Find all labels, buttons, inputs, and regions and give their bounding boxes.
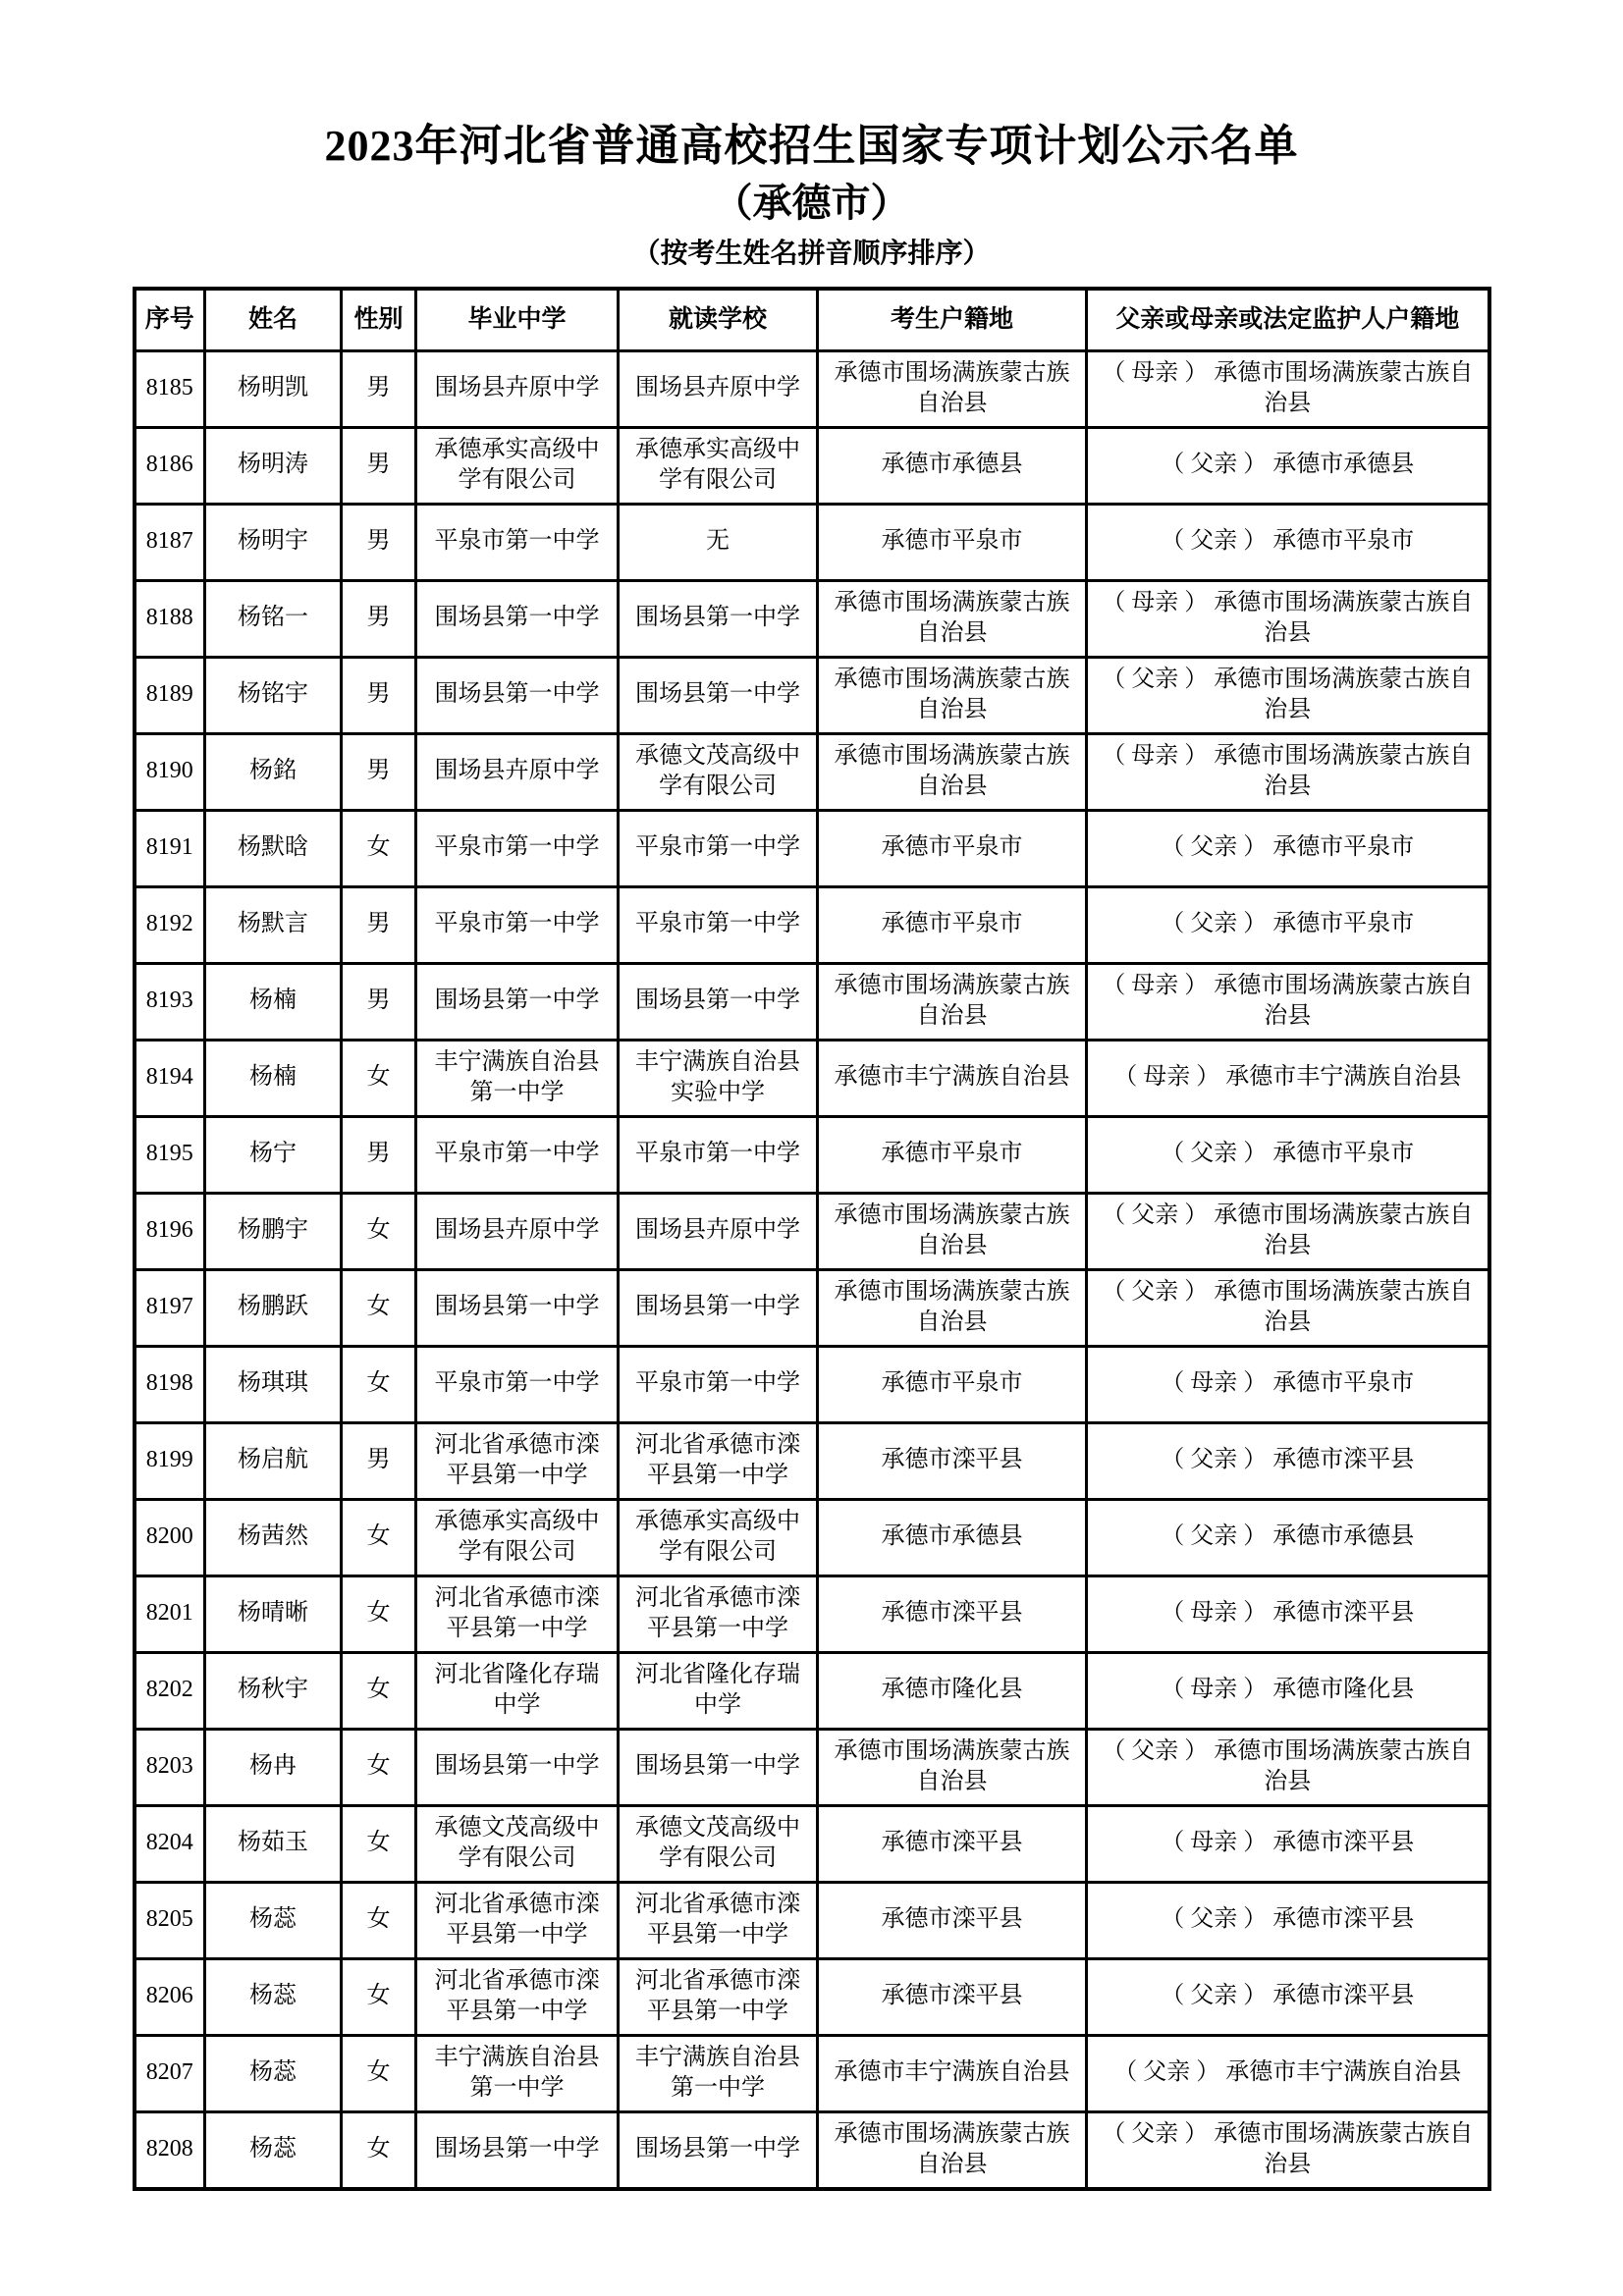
cell-candidate-residence: 承德市滦平县 (818, 1958, 1087, 2035)
cell-gender: 女 (342, 1729, 416, 1805)
table-row (135, 580, 1489, 657)
cell-gender: 女 (342, 810, 416, 886)
cell-gender: 男 (342, 580, 416, 657)
cell-attending-school: 河北省承德市滦平县第一中学 (619, 1422, 818, 1499)
cell-graduation-school: 平泉市第一中学 (416, 1116, 619, 1193)
cell-serial: 8196 (135, 1193, 205, 1269)
cell-name: 杨明涛 (205, 427, 342, 504)
cell-name: 杨默晗 (205, 810, 342, 886)
header-cell-gender: 性别 (342, 289, 416, 351)
table-row (135, 1269, 1489, 1346)
cell-serial: 8193 (135, 963, 205, 1040)
cell-candidate-residence: 承德市滦平县 (818, 1575, 1087, 1652)
cell-name: 杨启航 (205, 1422, 342, 1499)
cell-graduation-school: 围场县第一中学 (416, 2111, 619, 2189)
cell-graduation-school: 平泉市第一中学 (416, 886, 619, 963)
cell-name: 杨蕊 (205, 2035, 342, 2111)
cell-serial: 8189 (135, 657, 205, 733)
cell-candidate-residence: 承德市隆化县 (818, 1652, 1087, 1729)
cell-candidate-residence: 承德市平泉市 (818, 1116, 1087, 1193)
table-row (135, 504, 1489, 580)
cell-candidate-residence: 承德市承德县 (818, 1499, 1087, 1575)
cell-name: 杨蕊 (205, 1882, 342, 1958)
cell-guardian-residence: （ 父亲 ） 承德市平泉市 (1087, 886, 1489, 963)
cell-serial: 8206 (135, 1958, 205, 2035)
cell-name: 杨默言 (205, 886, 342, 963)
cell-graduation-school: 平泉市第一中学 (416, 504, 619, 580)
cell-serial: 8205 (135, 1882, 205, 1958)
cell-attending-school: 河北省承德市滦平县第一中学 (619, 1958, 818, 2035)
cell-gender: 女 (342, 2111, 416, 2189)
cell-guardian-residence: （ 父亲 ） 承德市围场满族蒙古族自治县 (1087, 1193, 1489, 1269)
cell-guardian-residence: （ 父亲 ） 承德市平泉市 (1087, 504, 1489, 580)
cell-name: 杨铭一 (205, 580, 342, 657)
cell-attending-school: 丰宁满族自治县实验中学 (619, 1040, 818, 1116)
cell-gender: 女 (342, 1805, 416, 1882)
table-row (135, 886, 1489, 963)
table-row (135, 1040, 1489, 1116)
cell-gender: 男 (342, 733, 416, 810)
cell-name: 杨茹玉 (205, 1805, 342, 1882)
cell-graduation-school: 承德承实高级中学有限公司 (416, 1499, 619, 1575)
table-row (135, 1958, 1489, 2035)
cell-graduation-school: 承德文茂高级中学有限公司 (416, 1805, 619, 1882)
cell-gender: 女 (342, 1958, 416, 2035)
cell-graduation-school: 河北省承德市滦平县第一中学 (416, 1958, 619, 2035)
cell-attending-school: 围场县第一中学 (619, 2111, 818, 2189)
cell-gender: 女 (342, 1193, 416, 1269)
cell-serial: 8191 (135, 810, 205, 886)
cell-gender: 女 (342, 1882, 416, 1958)
table-row (135, 2035, 1489, 2111)
cell-serial: 8207 (135, 2035, 205, 2111)
cell-candidate-residence: 承德市围场满族蒙古族自治县 (818, 733, 1087, 810)
table-row (135, 1422, 1489, 1499)
cell-graduation-school: 丰宁满族自治县第一中学 (416, 1040, 619, 1116)
cell-guardian-residence: （ 母亲 ） 承德市围场满族蒙古族自治县 (1087, 963, 1489, 1040)
table-row (135, 1729, 1489, 1805)
cell-attending-school: 平泉市第一中学 (619, 1116, 818, 1193)
cell-gender: 女 (342, 2035, 416, 2111)
cell-gender: 男 (342, 504, 416, 580)
header-cell-name: 姓名 (205, 289, 342, 351)
cell-candidate-residence: 承德市围场满族蒙古族自治县 (818, 1269, 1087, 1346)
table-row (135, 657, 1489, 733)
cell-candidate-residence: 承德市平泉市 (818, 504, 1087, 580)
document-title: 2023年河北省普通高校招生国家专项计划公示名单 (324, 122, 1299, 170)
cell-guardian-residence: （ 父亲 ） 承德市围场满族蒙古族自治县 (1087, 1729, 1489, 1805)
cell-graduation-school: 河北省承德市滦平县第一中学 (416, 1422, 619, 1499)
cell-serial: 8188 (135, 580, 205, 657)
cell-attending-school: 围场县第一中学 (619, 657, 818, 733)
cell-candidate-residence: 承德市平泉市 (818, 1346, 1087, 1422)
cell-guardian-residence: （ 母亲 ） 承德市隆化县 (1087, 1652, 1489, 1729)
cell-guardian-residence: （ 父亲 ） 承德市平泉市 (1087, 1116, 1489, 1193)
document-subtitle: （承德市） (713, 181, 910, 226)
cell-graduation-school: 围场县卉原中学 (416, 733, 619, 810)
cell-name: 杨蕊 (205, 2111, 342, 2189)
cell-candidate-residence: 承德市围场满族蒙古族自治县 (818, 1193, 1087, 1269)
cell-graduation-school: 平泉市第一中学 (416, 810, 619, 886)
cell-candidate-residence: 承德市围场满族蒙古族自治县 (818, 580, 1087, 657)
cell-candidate-residence: 承德市围场满族蒙古族自治县 (818, 1729, 1087, 1805)
cell-graduation-school: 河北省隆化存瑞中学 (416, 1652, 619, 1729)
roster-table (133, 287, 1491, 2191)
cell-guardian-residence: （ 父亲 ） 承德市承德县 (1087, 1499, 1489, 1575)
table-row (135, 350, 1489, 427)
cell-candidate-residence: 承德市围场满族蒙古族自治县 (818, 963, 1087, 1040)
cell-graduation-school: 围场县卉原中学 (416, 1193, 619, 1269)
cell-attending-school: 无 (619, 504, 818, 580)
cell-graduation-school: 围场县第一中学 (416, 1729, 619, 1805)
cell-attending-school: 围场县卉原中学 (619, 1193, 818, 1269)
cell-graduation-school: 围场县第一中学 (416, 1269, 619, 1346)
cell-attending-school: 围场县卉原中学 (619, 350, 818, 427)
cell-name: 杨秋宇 (205, 1652, 342, 1729)
cell-gender: 女 (342, 1499, 416, 1575)
cell-attending-school: 围场县第一中学 (619, 1729, 818, 1805)
table-row (135, 2111, 1489, 2189)
header-cell-guardian-residence: 父亲或母亲或法定监护人户籍地 (1087, 289, 1489, 351)
cell-serial: 8190 (135, 733, 205, 810)
cell-name: 杨明凯 (205, 350, 342, 427)
cell-graduation-school: 河北省承德市滦平县第一中学 (416, 1882, 619, 1958)
cell-name: 杨楠 (205, 963, 342, 1040)
table-body (135, 350, 1489, 2189)
cell-attending-school: 承德承实高级中学有限公司 (619, 427, 818, 504)
cell-serial: 8197 (135, 1269, 205, 1346)
cell-name: 杨蕊 (205, 1958, 342, 2035)
cell-guardian-residence: （ 母亲 ） 承德市滦平县 (1087, 1575, 1489, 1652)
cell-serial: 8185 (135, 350, 205, 427)
cell-gender: 男 (342, 657, 416, 733)
cell-graduation-school: 围场县卉原中学 (416, 350, 619, 427)
cell-graduation-school: 承德承实高级中学有限公司 (416, 427, 619, 504)
header-row (135, 289, 1489, 351)
sort-note: （按考生姓名拼音顺序排序） (632, 239, 991, 270)
cell-attending-school: 承德文茂高级中学有限公司 (619, 733, 818, 810)
cell-candidate-residence: 承德市丰宁满族自治县 (818, 2035, 1087, 2111)
cell-gender: 女 (342, 1269, 416, 1346)
cell-serial: 8200 (135, 1499, 205, 1575)
table-row (135, 1652, 1489, 1729)
cell-graduation-school: 平泉市第一中学 (416, 1346, 619, 1422)
table-row (135, 733, 1489, 810)
cell-guardian-residence: （ 父亲 ） 承德市平泉市 (1087, 810, 1489, 886)
table-row (135, 1116, 1489, 1193)
cell-gender: 女 (342, 1346, 416, 1422)
cell-guardian-residence: （ 父亲 ） 承德市丰宁满族自治县 (1087, 2035, 1489, 2111)
cell-serial: 8203 (135, 1729, 205, 1805)
header-cell-attending-school: 就读学校 (619, 289, 818, 351)
cell-candidate-residence: 承德市滦平县 (818, 1422, 1087, 1499)
table-header (135, 289, 1489, 351)
table-row (135, 1805, 1489, 1882)
cell-guardian-residence: （ 母亲 ） 承德市围场满族蒙古族自治县 (1087, 733, 1489, 810)
cell-name: 杨明宇 (205, 504, 342, 580)
cell-graduation-school: 围场县第一中学 (416, 580, 619, 657)
header-cell-candidate-residence: 考生户籍地 (818, 289, 1087, 351)
cell-guardian-residence: （ 母亲 ） 承德市滦平县 (1087, 1805, 1489, 1882)
cell-serial: 8198 (135, 1346, 205, 1422)
cell-candidate-residence: 承德市围场满族蒙古族自治县 (818, 2111, 1087, 2189)
cell-name: 杨琪琪 (205, 1346, 342, 1422)
cell-gender: 女 (342, 1652, 416, 1729)
cell-candidate-residence: 承德市围场满族蒙古族自治县 (818, 350, 1087, 427)
table-row (135, 1882, 1489, 1958)
cell-serial: 8201 (135, 1575, 205, 1652)
cell-serial: 8204 (135, 1805, 205, 1882)
cell-guardian-residence: （ 父亲 ） 承德市滦平县 (1087, 1882, 1489, 1958)
cell-gender: 男 (342, 886, 416, 963)
cell-attending-school: 围场县第一中学 (619, 963, 818, 1040)
cell-guardian-residence: （ 母亲 ） 承德市围场满族蒙古族自治县 (1087, 350, 1489, 427)
cell-guardian-residence: （ 父亲 ） 承德市围场满族蒙古族自治县 (1087, 2111, 1489, 2189)
cell-serial: 8208 (135, 2111, 205, 2189)
table-row (135, 427, 1489, 504)
cell-guardian-residence: （ 父亲 ） 承德市承德县 (1087, 427, 1489, 504)
cell-graduation-school: 围场县第一中学 (416, 963, 619, 1040)
cell-attending-school: 承德文茂高级中学有限公司 (619, 1805, 818, 1882)
cell-attending-school: 围场县第一中学 (619, 580, 818, 657)
cell-attending-school: 河北省承德市滦平县第一中学 (619, 1575, 818, 1652)
cell-gender: 女 (342, 1040, 416, 1116)
cell-guardian-residence: （ 母亲 ） 承德市丰宁满族自治县 (1087, 1040, 1489, 1116)
table-row (135, 1346, 1489, 1422)
cell-serial: 8186 (135, 427, 205, 504)
cell-attending-school: 承德承实高级中学有限公司 (619, 1499, 818, 1575)
table-row (135, 1193, 1489, 1269)
cell-name: 杨鹏宇 (205, 1193, 342, 1269)
cell-name: 杨茜然 (205, 1499, 342, 1575)
cell-candidate-residence: 承德市承德县 (818, 427, 1087, 504)
cell-guardian-residence: （ 母亲 ） 承德市围场满族蒙古族自治县 (1087, 580, 1489, 657)
cell-attending-school: 河北省隆化存瑞中学 (619, 1652, 818, 1729)
cell-attending-school: 平泉市第一中学 (619, 886, 818, 963)
cell-name: 杨銘 (205, 733, 342, 810)
cell-gender: 男 (342, 1116, 416, 1193)
cell-name: 杨鹏跃 (205, 1269, 342, 1346)
table-row (135, 1575, 1489, 1652)
cell-serial: 8195 (135, 1116, 205, 1193)
cell-serial: 8194 (135, 1040, 205, 1116)
title-block (0, 124, 1623, 269)
cell-gender: 男 (342, 963, 416, 1040)
cell-graduation-school: 河北省承德市滦平县第一中学 (416, 1575, 619, 1652)
cell-graduation-school: 丰宁满族自治县第一中学 (416, 2035, 619, 2111)
cell-guardian-residence: （ 父亲 ） 承德市滦平县 (1087, 1958, 1489, 2035)
cell-guardian-residence: （ 父亲 ） 承德市围场满族蒙古族自治县 (1087, 657, 1489, 733)
cell-gender: 男 (342, 1422, 416, 1499)
cell-candidate-residence: 承德市平泉市 (818, 810, 1087, 886)
table-row (135, 963, 1489, 1040)
cell-guardian-residence: （ 父亲 ） 承德市围场满族蒙古族自治县 (1087, 1269, 1489, 1346)
cell-candidate-residence: 承德市滦平县 (818, 1805, 1087, 1882)
cell-gender: 男 (342, 350, 416, 427)
cell-gender: 女 (342, 1575, 416, 1652)
cell-guardian-residence: （ 父亲 ） 承德市滦平县 (1087, 1422, 1489, 1499)
cell-serial: 8199 (135, 1422, 205, 1499)
table-row (135, 1499, 1489, 1575)
cell-candidate-residence: 承德市平泉市 (818, 886, 1087, 963)
cell-serial: 8192 (135, 886, 205, 963)
cell-attending-school: 平泉市第一中学 (619, 1346, 818, 1422)
cell-name: 杨楠 (205, 1040, 342, 1116)
cell-serial: 8187 (135, 504, 205, 580)
cell-attending-school: 丰宁满族自治县第一中学 (619, 2035, 818, 2111)
cell-graduation-school: 围场县第一中学 (416, 657, 619, 733)
cell-attending-school: 围场县第一中学 (619, 1269, 818, 1346)
cell-name: 杨宁 (205, 1116, 342, 1193)
cell-attending-school: 平泉市第一中学 (619, 810, 818, 886)
cell-gender: 男 (342, 427, 416, 504)
cell-name: 杨冉 (205, 1729, 342, 1805)
cell-candidate-residence: 承德市丰宁满族自治县 (818, 1040, 1087, 1116)
cell-attending-school: 河北省承德市滦平县第一中学 (619, 1882, 818, 1958)
header-cell-serial: 序号 (135, 289, 205, 351)
table-row (135, 810, 1489, 886)
cell-candidate-residence: 承德市滦平县 (818, 1882, 1087, 1958)
cell-candidate-residence: 承德市围场满族蒙古族自治县 (818, 657, 1087, 733)
cell-serial: 8202 (135, 1652, 205, 1729)
cell-guardian-residence: （ 母亲 ） 承德市平泉市 (1087, 1346, 1489, 1422)
header-cell-graduation-school: 毕业中学 (416, 289, 619, 351)
cell-name: 杨晴晰 (205, 1575, 342, 1652)
cell-name: 杨铭宇 (205, 657, 342, 733)
